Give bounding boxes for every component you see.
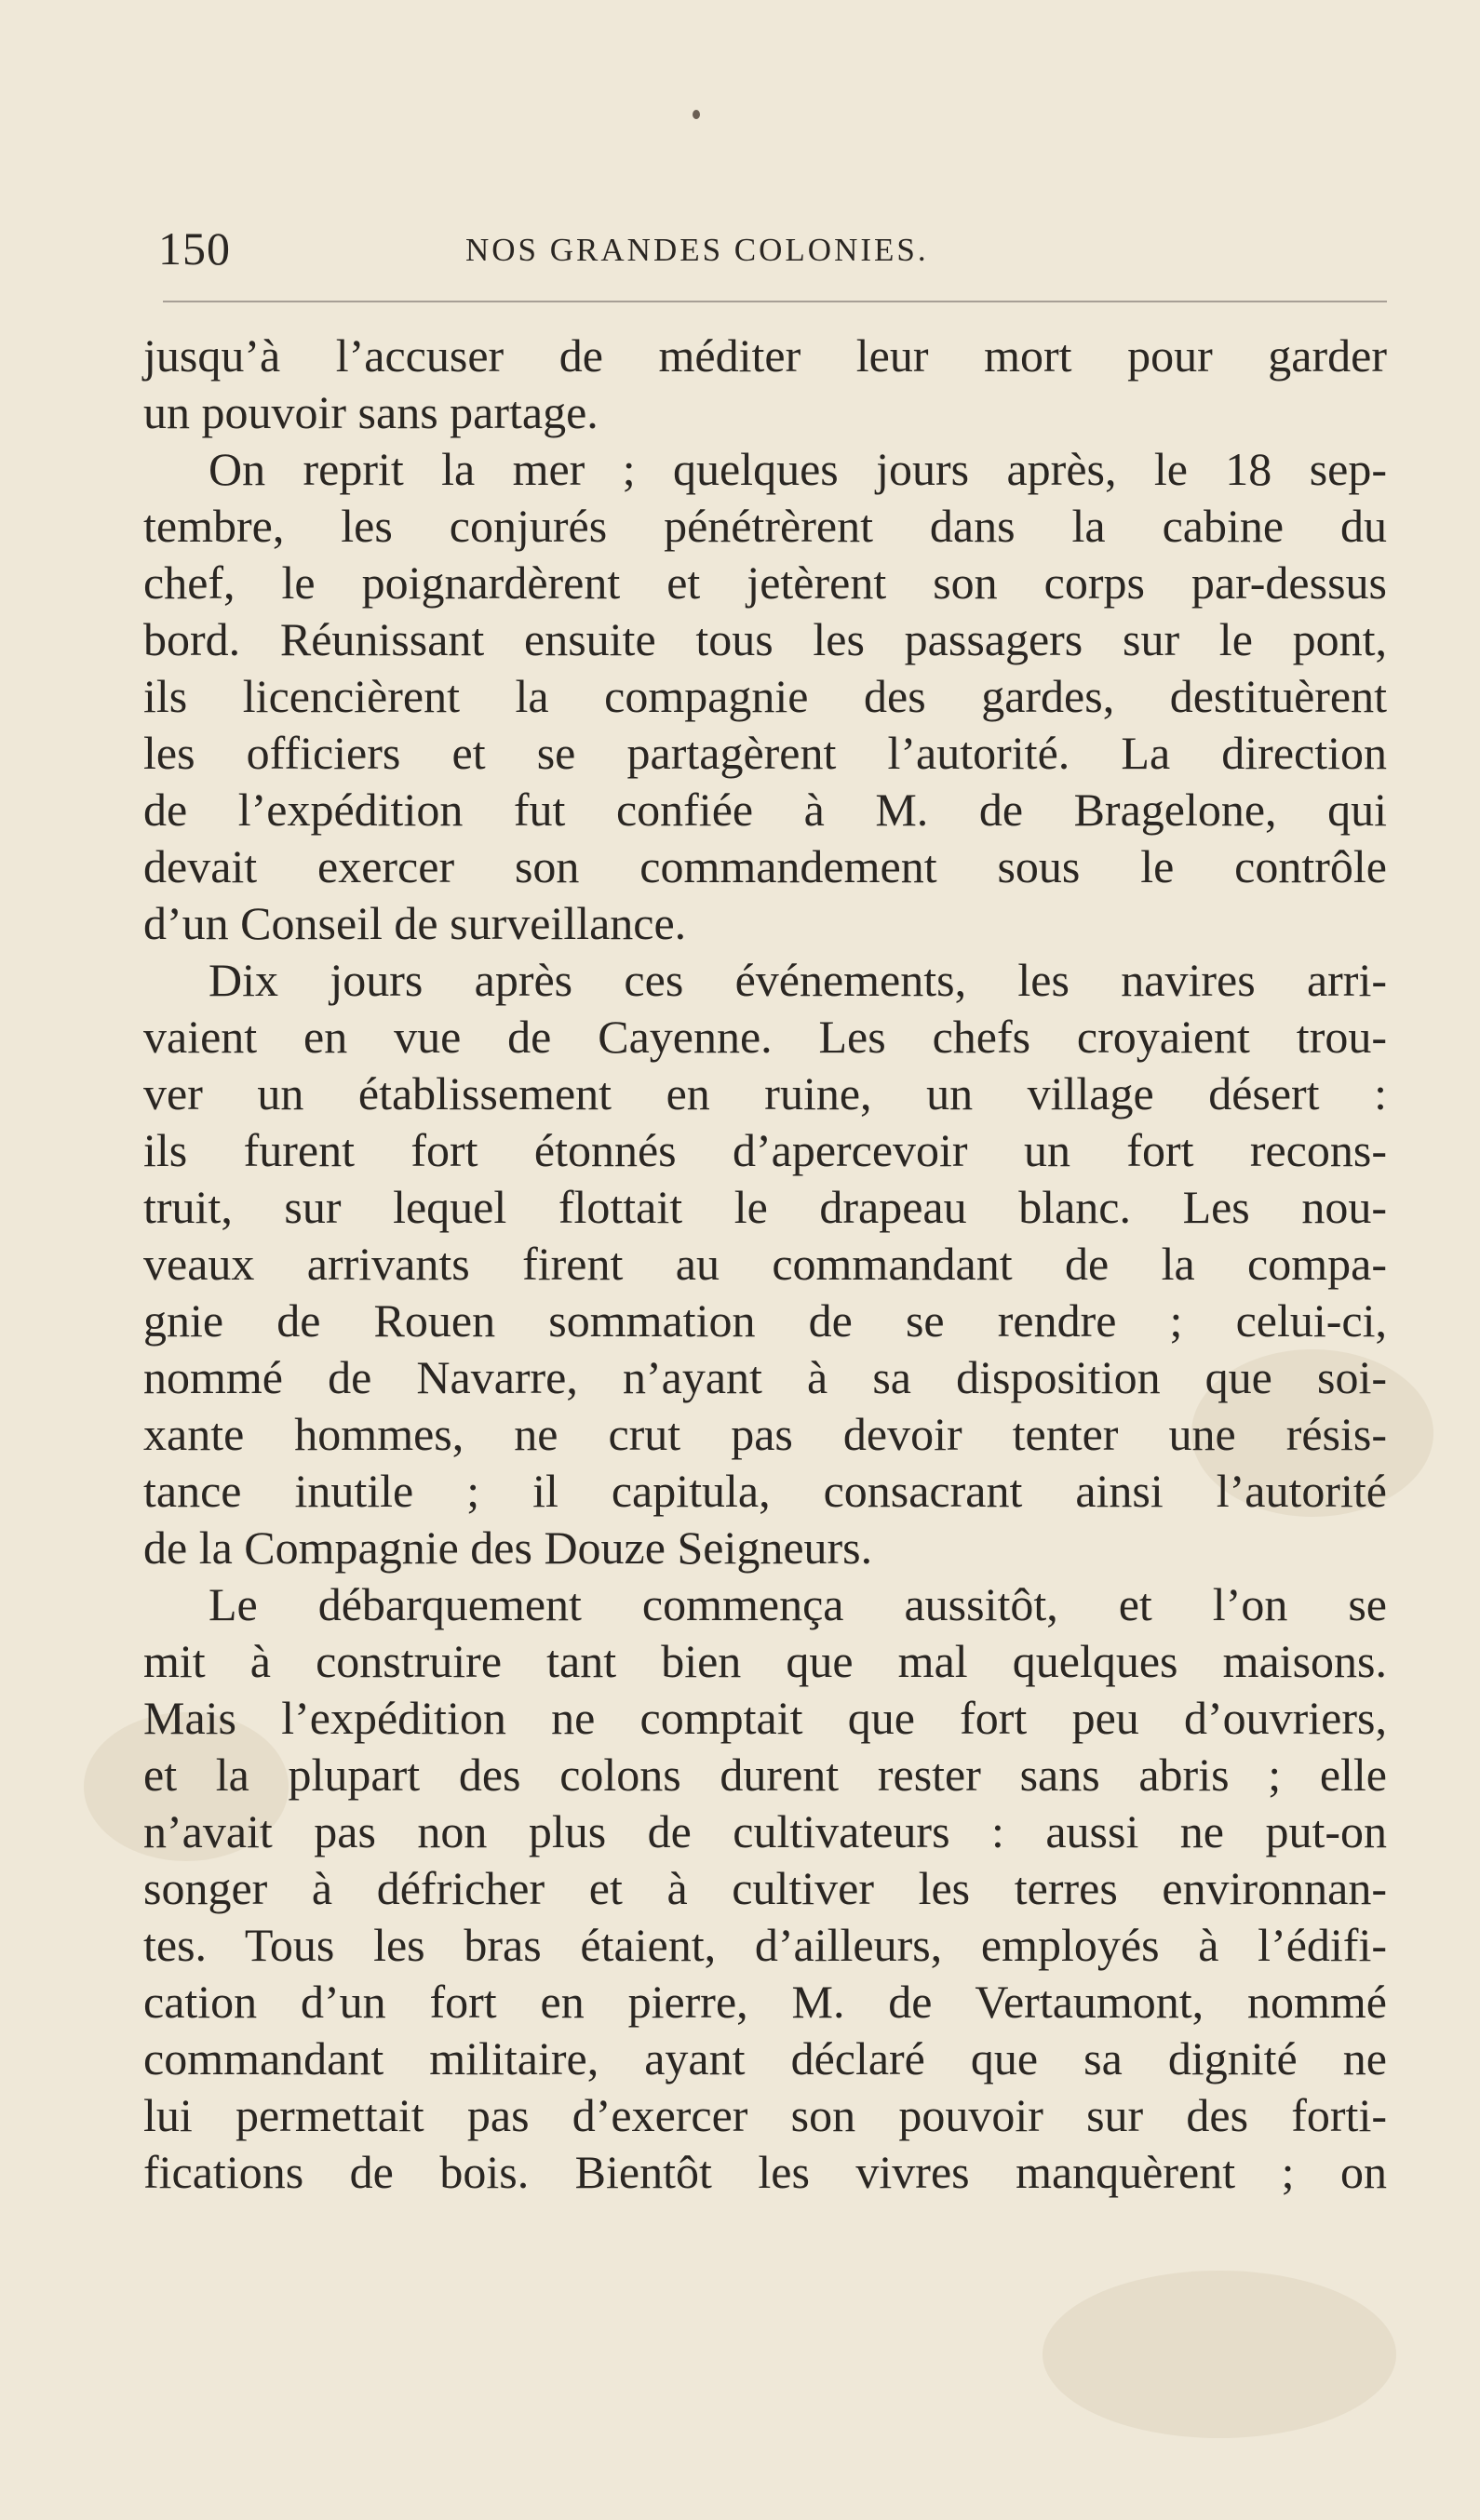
text-line: mit à construire tant bien que mal quelques maisons. xyxy=(143,1635,1387,1687)
page-number: 150 xyxy=(158,222,231,275)
text-line: un pouvoir sans partage. xyxy=(143,386,599,438)
text-line: vaient en vue de Cayenne. Les chefs croyaient trou- xyxy=(143,1011,1387,1063)
page-header xyxy=(158,219,1387,278)
text-line: jusqu’à l’accuser de méditer leur mort pour garder xyxy=(143,329,1387,382)
text-line: de la Compagnie des Douze Seigneurs. xyxy=(143,1521,873,1574)
text-line: fications de bois. Bientôt les vivres manquèrent ; on xyxy=(143,2146,1387,2198)
text-line: Dix jours après ces événements, les navires arri- xyxy=(209,954,1387,1006)
text-line: ils licencièrent la compagnie des gardes, destituèrent xyxy=(143,670,1387,722)
text-line: ver un établissement en ruine, un village désert : xyxy=(143,1067,1387,1119)
text-line: bord. Réunissant ensuite tous les passagers sur le pont, xyxy=(143,613,1387,665)
text-line: gnie de Rouen sommation de se rendre ; celui-ci, xyxy=(143,1294,1387,1347)
text-line: songer à défricher et à cultiver les terres environnan- xyxy=(143,1862,1387,1914)
text-line: et la plupart des colons durent rester sans abris ; elle xyxy=(143,1749,1387,1801)
text-line: nommé de Navarre, n’ayant à sa disposition que soi- xyxy=(143,1351,1387,1403)
text-line: Mais l’expédition ne comptait que fort peu d’ouvriers, xyxy=(143,1692,1387,1744)
body-text xyxy=(143,328,1387,2201)
ink-dot xyxy=(693,110,700,119)
header-rule xyxy=(163,301,1387,302)
text-line: n’avait pas non plus de cultivateurs : aussi ne put-on xyxy=(143,1805,1387,1857)
text-line: cation d’un fort en pierre, M. de Vertaumont, nommé xyxy=(143,1976,1387,2028)
text-line: commandant militaire, ayant déclaré que sa dignité ne xyxy=(143,2032,1387,2084)
text-line: Le débarquement commença aussitôt, et l’on se xyxy=(209,1578,1387,1630)
text-line: chef, le poignardèrent et jetèrent son corps par-dessus xyxy=(143,556,1387,609)
text-line: tance inutile ; il capitula, consacrant ainsi l’autorité xyxy=(143,1465,1387,1517)
text-line: On reprit la mer ; quelques jours après, le 18 sep- xyxy=(209,443,1387,495)
text-line: tes. Tous les bras étaient, d’ailleurs, employés à l’édifi- xyxy=(143,1919,1387,1971)
text-line: lui permettait pas d’exercer son pouvoir sur des forti- xyxy=(143,2089,1387,2141)
running-title: NOS GRANDES COLONIES. xyxy=(465,232,929,268)
paper-stain xyxy=(1043,2271,1396,2438)
text-line: devait exercer son commandement sous le contrôle xyxy=(143,840,1387,892)
text-line: de l’expédition fut confiée à M. de Bragelone, qui xyxy=(143,784,1387,836)
text-line: xante hommes, ne crut pas devoir tenter une résis- xyxy=(143,1408,1387,1460)
text-line: les officiers et se partagèrent l’autorité. La direction xyxy=(143,727,1387,779)
text-line: truit, sur lequel flottait le drapeau blanc. Les nou- xyxy=(143,1181,1387,1233)
text-line: d’un Conseil de surveillance. xyxy=(143,897,687,949)
text-line: tembre, les conjurés pénétrèrent dans la cabine du xyxy=(143,500,1387,552)
text-line: veaux arrivants firent au commandant de la compa- xyxy=(143,1238,1387,1290)
text-line: ils furent fort étonnés d’apercevoir un fort recons- xyxy=(143,1124,1387,1176)
